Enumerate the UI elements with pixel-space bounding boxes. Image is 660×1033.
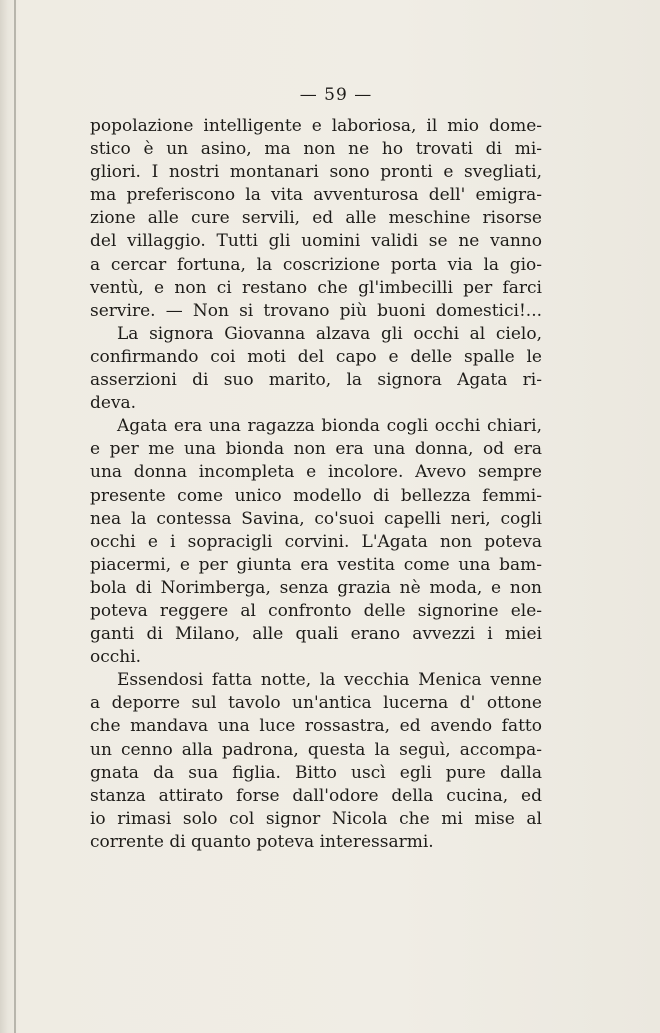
text-line: a deporre sul tavolo un'antica lucerna d' ottone — [90, 693, 542, 714]
text-line: presente come unico modello di bellezza femmi- — [90, 485, 542, 506]
text-line: occhi e i sopracigli corvini. L'Agata non poteva — [90, 531, 542, 552]
text-line: del villaggio. Tutti gli uomini validi se ne vanno — [90, 231, 542, 252]
text-line: ventù, e non ci restano che gl'imbecilli per farci — [90, 277, 542, 298]
page-binding-edge — [14, 0, 16, 1033]
text-line: io rimasi solo col signor Nicola che mi mise al — [90, 808, 542, 829]
text-line: servire. — Non si trovano più buoni domestici!... — [90, 300, 542, 321]
text-line: gliori. I nostri montanari sono pronti e svegliati, — [90, 162, 542, 183]
text-line: una donna incompleta e incolore. Avevo sempre — [90, 462, 542, 483]
text-line: che mandava una luce rossastra, ed avendo fatto — [90, 716, 542, 737]
text-line: e per me una bionda non era una donna, od era — [90, 439, 542, 460]
text-line: Essendosi fatta notte, la vecchia Menica venne — [117, 670, 542, 691]
text-line: zione alle cure servili, ed alle meschine risorse — [90, 208, 542, 229]
text-line: popolazione intelligente e laboriosa, il mio dome- — [90, 116, 542, 136]
text-line: occhi. — [90, 647, 142, 668]
text-line: un cenno alla padrona, questa la seguì, accompa- — [90, 739, 542, 760]
text-line: confirmando coi moti del capo e delle spalle le — [90, 346, 542, 367]
text-line: La signora Giovanna alzava gli occhi al cielo, — [117, 323, 542, 344]
text-line: ganti di Milano, alle quali erano avvezzi i miei — [90, 624, 542, 645]
text-line: corrente di quanto poteva interessarmi. — [90, 831, 434, 852]
text-line: asserzioni di suo marito, la signora Agata ri- — [90, 370, 542, 391]
text-line: Agata era una ragazza bionda cogli occhi chiari, — [117, 416, 542, 437]
text-line: stanza attirato forse dall'odore della cucina, ed — [90, 785, 542, 806]
text-line: stico è un asino, ma non ne ho trovati di mi- — [90, 139, 542, 160]
text-line: piacermi, e per giunta era vestita come una bam- — [90, 554, 542, 575]
text-line: poteva reggere al confronto delle signorine ele- — [90, 600, 542, 621]
text-line: gnata da sua figlia. Bitto uscì egli pure dalla — [90, 762, 542, 783]
text-line: bola di Norimberga, senza grazia nè moda, e non — [90, 577, 542, 598]
text-line: ma preferiscono la vita avventurosa dell' emigra- — [90, 185, 542, 206]
body-text — [90, 115, 542, 854]
text-line: deva. — [90, 393, 137, 414]
text-line: nea la contessa Savina, co'suoi capelli neri, cogli — [90, 508, 542, 529]
page-number: — 59 — — [299, 85, 373, 105]
text-line: a cercar fortuna, la coscrizione porta via la gio- — [90, 254, 542, 275]
